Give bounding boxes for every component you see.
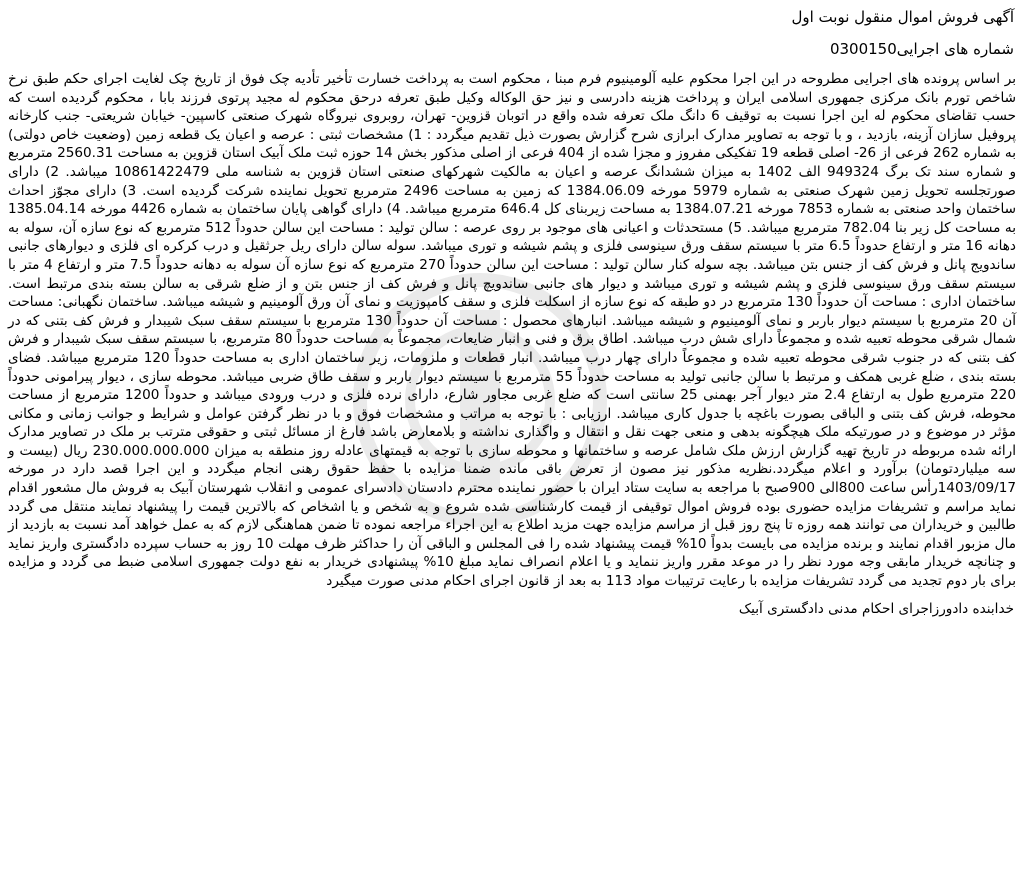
auction-notice <box>6 6 1018 880</box>
notice-body: بر اساس پرونده های اجرایی مطروحه در این اجرا محکوم علیه آلومینیوم فرم مبنا ، محکوم است به پرداخت خسارت تأخیر تأدیه چک فوق از تاریخ چک لغایت اجرای حکم طبق نرخ شاخص تورم بانک مرکزی جمهوری اسلامی ایران و پرداخت هزینه دادرسی و نیز حق الوکاله وکیل طبق تعرفه درحق محکوم له مجید پرتوی فرزند بابا ، محکوم گردیده است که حسب تقاضای محکوم له این اجرا نسبت به توقیف 6 دانگ ملک تعرفه شده واقع در اتوبان قزوین- تهران، روبروی نیروگاه شهرک صنعتی کاسپین- خیابان شریعتی- جنب کارخانه پروفیل سازان آزینه، بازدید ، و با توجه به تصاویر مدارک ابرازی شرح گزارش بصورت ذیل تقدیم میگردد : 1) مشخصات ثبتی : عرصه و اعیان یک قطعه زمین (وضعیت خاص دولتی) به شماره 262 فرعی از 26- اصلی قطعه 19 تفکیکی مفروز و مجزا شده از 404 فرعی از اصلی مذکور بخش 14 حوزه ثبت ملک آبیک استان قزوین به مساحت 2560.31 مترمربع و شماره سند تک برگ 949324 الف 1402 به میزان ششدانگ عرصه و اعیان به مالکیت شهرکهای صنعتی استان قزوین به شناسه ملی 10861422479 میباشد. 2) دارای صورتجلسه تحویل زمین شهرک صنعتی به شماره 5979 مورخه 1384.06.09 که زمین به مساحت 2496 مترمربع تحویل نماینده شرکت گردیده است. 3) دارای مجوّز احداث ساختمان واحد صنعتی به شماره 7853 مورخه 1384.07.21 به مساحت زیربنای کل 646.4 مترمربع میباشد. 4) دارای گواهی پایان ساختمان به شماره 4426 مورخه 1385.04.14 به مساحت کل زیر بنا 782.04 مترمربع میباشد. 5) مستحدثات و اعیانی های موجود بر روی عرصه : سالن تولید : مساحت این سالن حدوداً 512 مترمربع که نوع سازه آن، سوله به دهانه 16 متر و ارتفاع حدوداً 6.5 متر با سیستم سقف ورق سینوسی فلزی و پشم شیشه و توری میباشد. سوله سالن دارای ریل جرثقیل و درب کرکره ای فلزی و دیوارهای جانبی ساندویج پانل و فرش کف از جنس بتن میباشد. بچه سوله کنار سالن تولید : مساحت این سالن حدوداً 270 مترمربع که نوع سازه آن سوله به دهانه حدوداً 7.5 متر و ارتفاع 4 متر با سیستم سقف ورق سینوسی فلزی و پشم شیشه و توری میباشد و دیوار های جانبی ساندویچ پانل و فرش کف از جنس بتن و از ضلع شرقی به سالن بسته بندی مرتبط است. ساختمان اداری : مساحت آن حدوداً 130 مترمربع در دو طبقه که نوع سازه از اسکلت فلزی و سقف کامپوزیت و نمای آن ورق آلومینیم و شیشه میباشد. ساختمان نگهبانی: مساحت آن 20 مترمربع با سیستم دیوار باربر و نمای آلومینیوم و شیشه میباشد. انبارهای محصول : مساحت آن حدوداً 130 مترمربع با سیستم سقف سبک شیبدار و فرش کف بتنی که در شمال شرقی محوطه تعبیه شده و مجموعاً دارای شش درب میباشد. اطاق برق و فنی و انبار ضایعات، مجموعاً به مساحت حدوداً 80 مترمربع، با سیستم سقف سبک شیبدار و فرش کف بتنی که در جنوب شرقی محوطه تعبیه شده و مجموعاً دارای چهار درب میباشد. انبار قطعات و ملزومات، زیر ساختمان اداری به مساحت حدوداً 120 مترمربع میباشد. فضای بسته بندی ، ضلع غربی همکف و مرتبط با سالن جانبی تولید به مساحت حدوداً 55 مترمربع با سیستم دیوار باربر و سقف طاق ضربی میباشد. محوطه سازی ، دیوار پیرامونی حدوداً 220 مترمربع طول به ارتفاع 2.4 متر دیوار آجر بهمنی 25 سانتی است که ضلع غربی مجاور شارع، دارای نرده فلزی و درب ورودی میباشد و حدوداً 1200 مترمربع از مساحت محوطه، فرش کف بتنی و الباقی بصورت باغچه با جدول کاری میباشد. ارزیابی : با توجه به مراتب و مشخصات فوق و با در نظر گرفتن عوامل و شرایط و جوانب زمانی و مکانی مؤثر در موضوع و در صورتیکه ملک هیچگونه بدهی و منعی جهت نقل و انتقال و واگذاری نداشته و بلامعارض باشد فارغ از مسائل ثبتی و حقوقی مترتب بر ملک در تصاویر مدارک ارائه شده مربوطه در تاریخ تهیه گزارش ارزش ملک شامل عرصه و ساختمانها و محوطه سازی با توجه به قیمتهای عادله روز منطقه به میزان 230.000.000.000 ریال (بیست و سه میلیاردتومان) برآورد و اعلام میگردد.نظریه مذکور نیز مصون از تعرض باقی مانده ضمنا مزایده با حفظ حقوق رهنی انجام میگردد و این اجرا قصد دارد در مورخه 1403/09/17رأس ساعت 800الی 900صبح با مراجعه به سایت ستاد ایران با حضور نماینده محترم دادستان دادسرای عمومی و انقلاب شهرستان آبیک به فروش مال مشعور اقدام نماید مراسم و تشریفات مزایده حضوری بوده فروش اموال توقیفی از قیمت کارشناسی شده شروع و به شخص و یا اشخاص که بالاترین قیمت را پیشنهاد نمایند منتقل می گردد طالبین و خریداران می توانند همه روزه تا پنج روز قبل از مراسم مزایده جهت مزید اطلاع به این اجراء مراجعه نموده تا ضمن هماهنگی لازم که به عمل خواهد آمد نسبت به بازدید از مال مزبور اقدام نمایند و برنده مزایده می بایست بدواً 10% قیمت پیشنهاد شده را فی المجلس و الباقی آن را حداکثر ظرف مهلت 10 روز به حساب سپرده دادگستری واریز نماید و چنانچه خریدار مابقی وجه مورد نظر را در موعد مقرر واریز ننماید و یا اعلام انصراف نماید مبلغ 10% پیشنهادی خریدار به نفع دولت جمهوری اسلامی ضبط می گردد و مزایده برای بار دوم تجدید می گردد تشریفات مزایده با رعایت ترتیبات مواد 113 به بعد از قانون اجرای احکام مدنی صورت میگیرد <box>8 71 1017 590</box>
notice-title: آگهی فروش اموال منقول نوبت اول <box>791 8 1014 26</box>
case-number: شماره های اجرایی0300150 <box>829 40 1014 58</box>
signature-line: خدابنده دادورزاجرای احکام مدنی دادگستری آبیک <box>738 600 1014 617</box>
